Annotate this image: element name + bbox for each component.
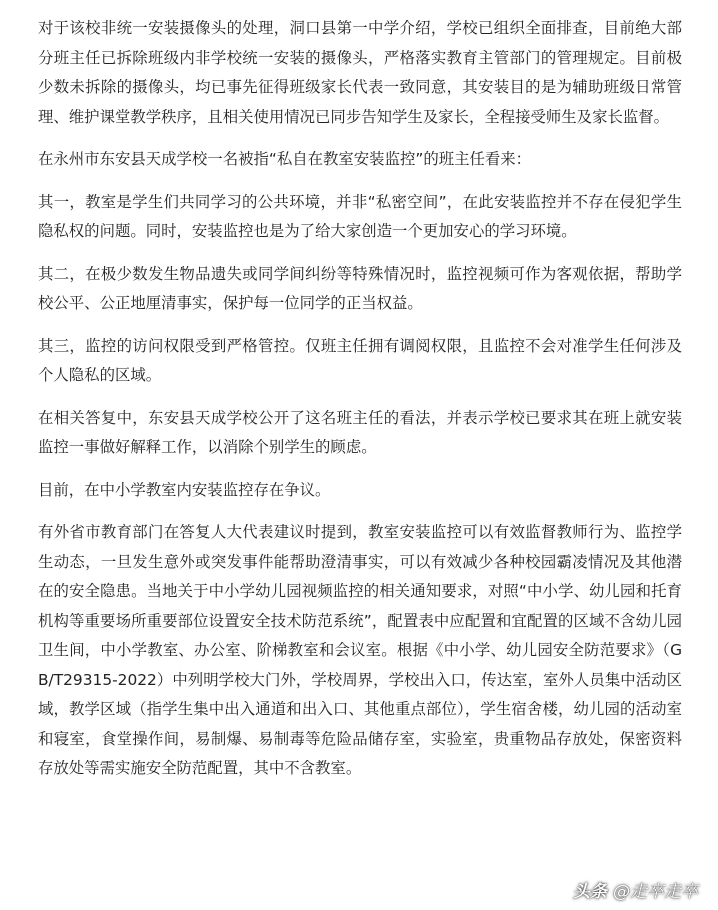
paragraph-point-three: 其三，监控的访问权限受到严格管控。仅班主任拥有调阅权限，且监控不会对准学生任何涉及个人隐私的区域。 (38, 336, 682, 384)
paragraph-school-cameras: 对于该校非统一安装摄像头的处理，洞口县第一中学介绍，学校已组织全面排查，目前绝大部分班主任已拆除班级内非学校统一安装的摄像头，严格落实教育主管部门的管理规定。目前极少数未拆除的摄像头，均已事先征得班级家长代表一致同意，其安装目的是为辅助班级日常管理、维护课堂教学秩序，且相关使用情况已同步告知学生及家长，全程接受师生及家长监督。 (38, 19, 682, 126)
watermark (573, 877, 698, 902)
paragraph-controversy: 目前，在中小学教室内安装监控存在争议。 (38, 480, 331, 499)
paragraph-teacher-view-intro: 在永州市东安县天成学校一名被指“私自在教室安装监控”的班主任看来： (38, 150, 532, 168)
article-body (38, 14, 682, 797)
paragraph-regulations: 有外省市教育部门在答复人大代表建议时提到，教室安装监控可以有效监督教师行为、监控学生动态，一旦发生意外或突发事件能帮助澄清事实，可以有效减少各种校园霸凌情况及其他潜在的安全隐患。当地关于中小学幼儿园视频监控的相关通知要求，对照“中小学、幼儿园和托育机构等重要场所重要部位设置安全技术防范系统”，配置表中应配置和宜配置的区域不含幼儿园卫生间，中小学教室、办公室、阶梯教室和会议室。根据《中小学、幼儿园安全防范要求》（GB/T29315-2022）中列明学校大门外，学校周界，学校出入口，传达室，室外人员集中活动区域，教学区域（指学生集中出入通道和出入口、其他重点部位），学生宿舍楼，幼儿园的活动室和寝室，食堂操作间，易制爆、易制毒等危险品储存室，实验室，贵重物品存放处，保密资料存放处等需实施安全防范配置，其中不含教室。 (38, 523, 682, 777)
paragraph-point-one: 其一，教室是学生们共同学习的公共环境，并非“私密空间”，在此安装监控并不存在侵犯学生隐私权的问题。同时，安装监控也是为了给大家创造一个更加安心的学习环境。 (38, 192, 682, 240)
watermark-author: @走卒走卒 (613, 882, 698, 902)
paragraph-school-reply: 在相关答复中，东安县天成学校公开了这名班主任的看法，并表示学校已要求其在班上就安装监控一事做好解释工作，以消除个别学生的顾虑。 (38, 408, 682, 456)
watermark-brand: 头条 (573, 882, 607, 902)
paragraph-point-two: 其二，在极少数发生物品遗失或同学间纠纷等特殊情况时，监控视频可作为客观依据，帮助学校公平、公正地厘清事实，保护每一位同学的正当权益。 (38, 264, 682, 312)
